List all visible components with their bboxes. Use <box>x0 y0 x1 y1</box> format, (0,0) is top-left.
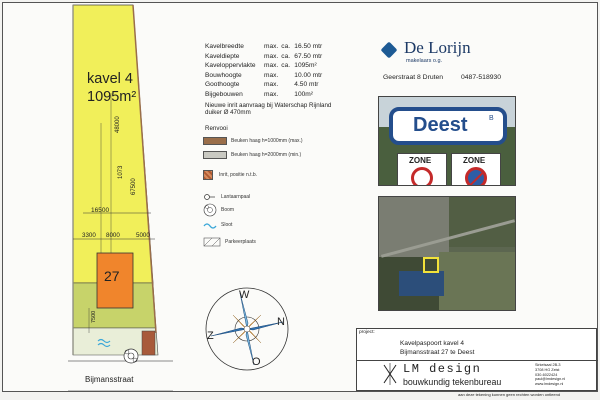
tree-symbol <box>124 349 138 363</box>
spec-label: Bijgebouwen <box>205 90 243 98</box>
dim-67500: 67500 <box>131 178 137 195</box>
dim-7500: 7500 <box>91 310 97 323</box>
town-sign-badge: B <box>489 115 494 122</box>
agency-subtitle: makelaars o.g. <box>406 58 443 64</box>
agency-name: De Lorijn <box>404 38 471 57</box>
spec-value: 16.50 mtr <box>294 43 323 50</box>
inrit-driveway <box>142 331 155 355</box>
spec-row <box>205 53 325 63</box>
agency-address: Geerstraat 8 Druten <box>383 74 444 81</box>
spec-value: 67.50 mtr <box>294 52 323 60</box>
project-address: Bijmansstraat 27 te Deest <box>400 349 475 356</box>
spec-table <box>205 43 325 100</box>
aerial-location-marker <box>423 257 439 273</box>
legend-label: Lantaarnpaal <box>221 194 251 200</box>
plot-drawing <box>3 3 198 391</box>
lm-logo-icon <box>382 363 398 385</box>
spec-row <box>205 62 325 72</box>
plot-area-yellow <box>73 5 153 283</box>
town-sign-text: Deest <box>413 114 468 136</box>
spec-approx <box>281 72 294 82</box>
spec-value: 100m² <box>294 90 313 98</box>
compass-zuid: Z <box>207 330 214 342</box>
legend-item-hedge-low <box>203 137 303 145</box>
spec-qualifier: max. <box>264 71 279 79</box>
tree-icon <box>203 203 217 217</box>
legend-label: Boom <box>221 207 235 213</box>
project-label: project: <box>359 330 375 335</box>
legend-item-inrit <box>203 170 257 180</box>
spec-value: 4.50 mtr <box>294 81 319 88</box>
dim-5000: 5000 <box>136 232 150 239</box>
notice-line-1: Nieuwe inrit aanvraag bij Waterschap Rijnland <box>205 102 332 109</box>
zone-sign-right <box>451 153 501 186</box>
street-name: Bijmansstraat <box>85 375 134 384</box>
legend-swatch-inrit <box>203 170 213 180</box>
firm-address-line: 030-6022424 <box>535 372 558 377</box>
compass-west: W <box>239 289 250 301</box>
house-number: 27 <box>104 268 120 284</box>
legend-swatch-hedge-high <box>203 151 227 159</box>
firm-address-line: 3708 HG Zeist <box>535 367 560 372</box>
dim-8000: 8000 <box>106 232 120 239</box>
compass-east: O <box>252 356 261 368</box>
spec-qualifier: max. <box>264 62 279 69</box>
firm-tagline: bouwkundig tekenbureau <box>403 377 502 387</box>
no-parking-sign-icon <box>465 167 487 186</box>
spec-qualifier: max. <box>264 90 279 98</box>
title-block-divider <box>357 360 598 361</box>
compass-north: N <box>277 316 285 328</box>
project-title: Kavelpaspoort kavel 4 <box>400 340 464 347</box>
legend-label: Parkeerplaats <box>225 239 256 245</box>
agency-phone: 0487-518930 <box>461 74 502 81</box>
firm-address-line: www.lmdesign.nl <box>535 382 564 387</box>
spec-value: 1095m² <box>294 62 317 69</box>
compass-rose <box>204 286 290 372</box>
plot-title: kavel 4 <box>87 71 133 87</box>
firm-address-line: paul@lmdesign.nl <box>535 377 566 382</box>
spec-row <box>205 91 325 101</box>
spec-approx <box>281 81 294 91</box>
spec-approx <box>281 91 294 101</box>
town-sign-photo <box>378 96 516 186</box>
firm-address-block <box>535 363 565 387</box>
dim-16500: 16500 <box>91 207 110 214</box>
dim-3300: 3300 <box>82 232 96 239</box>
town-sign <box>389 107 507 145</box>
plot-drawing-svg <box>3 3 198 391</box>
spec-label: Kavelbreedte <box>205 43 244 50</box>
dim-1073: 1073 <box>118 165 124 179</box>
agency-block <box>379 38 519 88</box>
spec-label: Kaveloppervlakte <box>205 62 256 69</box>
spec-row <box>205 72 325 82</box>
firm-address-line: Sirkelsaal 2B-3 <box>535 363 561 367</box>
zone-label-right: ZONE <box>463 156 486 165</box>
legend-title: Renvooi <box>205 125 228 132</box>
aerial-photo <box>378 196 516 311</box>
parking-icon <box>203 237 221 247</box>
spec-approx: ca. <box>281 43 291 50</box>
legend-label: Beuken haag h=1000mm (max.) <box>231 138 303 144</box>
spec-label: Bouwhoogte <box>205 71 242 79</box>
spec-row <box>205 81 325 91</box>
dim-48000: 48000 <box>115 116 121 133</box>
legend-item-lamppost <box>203 192 250 202</box>
speed-sign-icon <box>411 167 433 186</box>
spec-row <box>205 43 325 53</box>
spec-qualifier: max. <box>264 81 279 88</box>
ditch-icon <box>203 221 217 229</box>
spec-qualifier: max. <box>264 43 279 50</box>
zone-label-left: ZONE <box>409 156 432 165</box>
legend-item-tree <box>203 203 234 217</box>
spec-label: Kaveldiepte <box>205 52 240 60</box>
footer-disclaimer: aan deze tekening kunnen geen rechten worden ontleend <box>458 392 561 397</box>
legend-item-ditch <box>203 221 232 229</box>
firm-name: LM design <box>403 362 482 376</box>
spec-approx: ca. <box>281 52 291 60</box>
notice-line-2: duiker Ø 470mm <box>205 109 251 116</box>
agency-logo-icon <box>381 42 398 59</box>
zone-sign-left <box>397 153 447 186</box>
legend-item-parking <box>203 237 256 247</box>
spec-label: Goothoogte <box>205 81 240 88</box>
legend-label: Beuken haag h=2000mm (min.) <box>231 152 302 158</box>
lamppost-icon <box>203 192 215 202</box>
spec-value: 10.00 mtr <box>294 71 323 79</box>
title-block <box>356 328 597 391</box>
legend-swatch-hedge-low <box>203 137 227 145</box>
legend-label: Sloot <box>221 222 233 228</box>
spec-approx: ca. <box>281 62 291 69</box>
legend-item-hedge-high <box>203 151 301 159</box>
drawing-sheet <box>2 2 598 392</box>
legend-label: Inrit, positie n.t.b. <box>219 172 258 178</box>
spec-qualifier: max. <box>264 52 279 60</box>
plot-area-label: 1095m² <box>87 89 137 105</box>
